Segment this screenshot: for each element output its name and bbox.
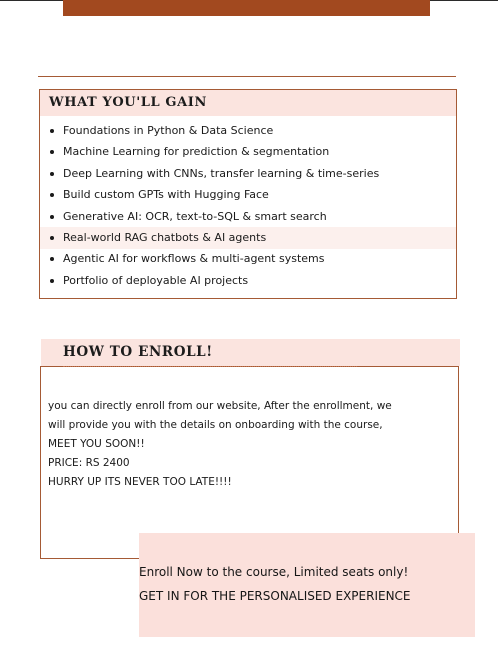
gain-item: Deep Learning with CNNs, transfer learning & time-series bbox=[49, 163, 379, 184]
gain-item: Build custom GPTs with Hugging Face bbox=[49, 184, 379, 205]
section-divider bbox=[38, 76, 456, 77]
how-to-enroll-section bbox=[40, 366, 459, 559]
price-line: PRICE: RS 2400 bbox=[48, 457, 130, 469]
gain-title: WHAT YOU'LL GAIN bbox=[49, 95, 207, 110]
what-you-gain-section bbox=[39, 89, 457, 299]
cta-line-2: GET IN FOR THE PERSONALISED EXPERIENCE bbox=[139, 589, 411, 603]
gain-item: Machine Learning for prediction & segmentation bbox=[49, 141, 379, 162]
enroll-body bbox=[48, 397, 453, 492]
gain-item: Portfolio of deployable AI projects bbox=[49, 270, 379, 291]
enroll-line: will provide you with the details on onboarding with the course, bbox=[48, 419, 383, 431]
enroll-title-dotted-underline bbox=[63, 366, 357, 367]
gain-item: Agentic AI for workflows & multi-agent systems bbox=[49, 248, 379, 269]
enroll-line: you can directly enroll from our website, After the enrollment, we bbox=[48, 400, 392, 412]
gain-item: Generative AI: OCR, text-to-SQL & smart search bbox=[49, 206, 379, 227]
gain-item: Real-world RAG chatbots & AI agents bbox=[49, 227, 379, 248]
gain-list bbox=[49, 120, 379, 291]
enroll-line: HURRY UP ITS NEVER TOO LATE!!!! bbox=[48, 476, 232, 488]
enroll-line: MEET YOU SOON!! bbox=[48, 438, 145, 450]
header-bar bbox=[63, 0, 430, 16]
cta-line-1: Enroll Now to the course, Limited seats only! bbox=[139, 565, 409, 579]
gain-item: Foundations in Python & Data Science bbox=[49, 120, 379, 141]
enroll-cta-box bbox=[139, 533, 475, 637]
enroll-title: HOW TO ENROLL! bbox=[63, 344, 213, 360]
